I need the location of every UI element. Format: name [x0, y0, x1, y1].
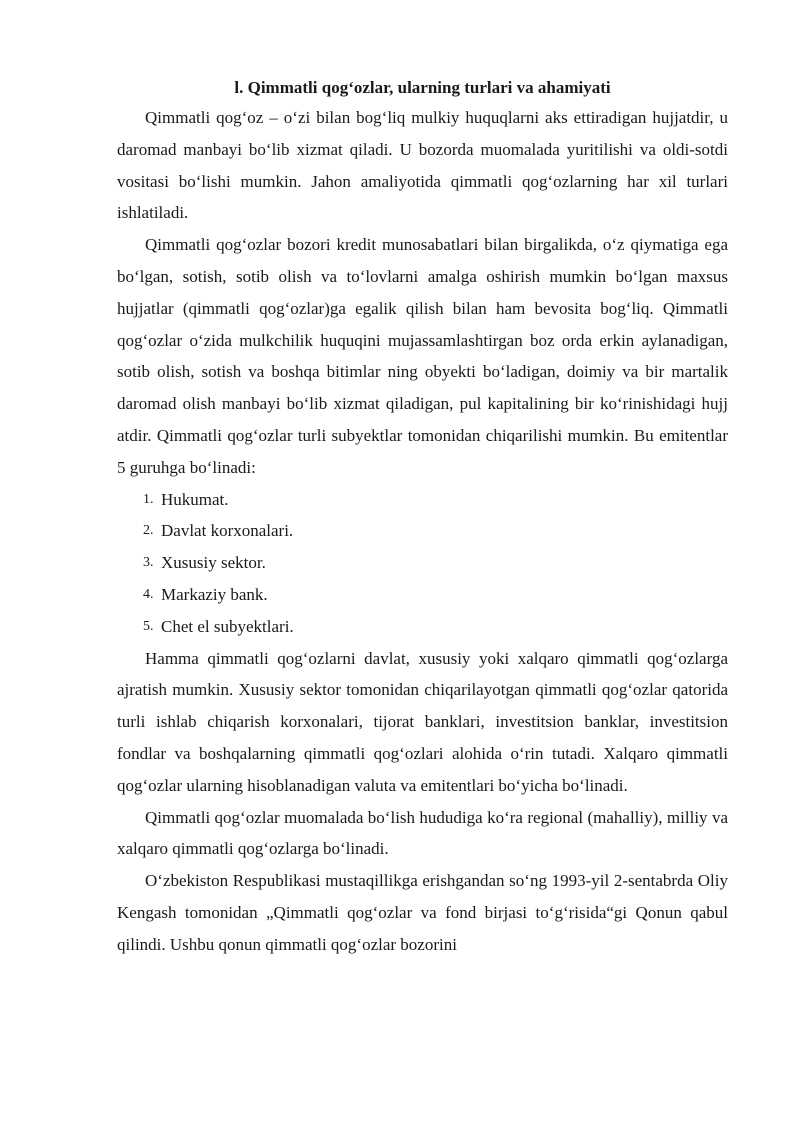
section-title: l. Qimmatli qog‘ozlar, ularning turlari va ahamiyati	[234, 78, 611, 97]
list-text: Davlat korxonalari.	[161, 521, 294, 541]
list-item	[117, 515, 728, 547]
document-page	[117, 74, 728, 961]
paragraph: O‘zbekiston Respublikasi mustaqillikga erishgandan so‘ng 1993-yil 2-sentabrda Oliy Kengash tomonidan „Qimmatli qog‘ozlar va fond birjasi to‘g‘risida“gi Qonun qabul qilindi. Ushbu qonun qimmatli qog‘ozlar bozorini	[117, 871, 728, 954]
paragraph: Qimmatli qog‘oz – o‘zi bilan bog‘liq mulkiy huquqlarni aks ettiradigan hujjatdir, u daromad manbayi bo‘lib xizmat qiladi. U bozorda muomalada yuritilishi va oldi-sotdi vositasi bo‘lishi mumkin. Jahon amaliyotida qimmatli qog‘ozlarning har xil turlari ishlatiladi.	[117, 108, 728, 223]
list-text: Hukumat.	[161, 489, 229, 509]
list-text: Chet el subyektlari.	[161, 616, 294, 636]
emitters-list	[117, 484, 728, 643]
list-number: 3.	[143, 555, 154, 571]
list-item	[117, 579, 728, 611]
paragraph: Hamma qimmatli qog‘ozlarni davlat, xususiy yoki xalqaro qimmatli qog‘ozlarga ajratish mumkin. Xususiy sektor tomonidan chiqarilayotgan qimmatli qog‘ozlar qatorida turli ishlab chiqarish korxonalari, tijorat banklari, investitsion banklar, investitsion fondlar va boshqalarning qimmatli qog‘ozlari alohida o‘rin tutadi. Xalqaro qimmatli qog‘ozlar ularning hisoblanadigan valuta va emitentlari bo‘yicha bo‘linadi.	[117, 648, 728, 795]
list-text: Markaziy bank.	[161, 584, 268, 604]
list-item	[117, 611, 728, 643]
list-number: 4.	[143, 586, 154, 602]
list-number: 1.	[143, 491, 154, 507]
list-number: 2.	[143, 523, 154, 539]
list-item	[117, 484, 728, 516]
list-text: Xususiy sektor.	[161, 553, 266, 573]
list-number: 5.	[143, 618, 154, 634]
paragraph: Qimmatli qog‘ozlar muomalada bo‘lish hududiga ko‘ra regional (mahalliy), milliy va xalqaro qimmatli qog‘ozlarga bo‘linadi.	[117, 807, 728, 859]
paragraph: Qimmatli qog‘ozlar bozori kredit munosabatlari bilan birgalikda, o‘z qiymatiga ega bo‘lgan, sotish, sotib olish va to‘lovlarni amalga oshirish mumkin bo‘lgan maxsus hujjatlar (qimmatli qog‘ozlar)ga egalik qilish bilan ham bevosita bog‘liq. Qimmatli qog‘ozlar o‘zida mulkchilik huquqini mujassamlashtirgan boz orda erkin aylanadigan, sotib olish, sotish va boshqa bitimlar ning obyekti bo‘ladigan, doimiy va bir martalik daromad olish manbayi bo‘lib xizmat qiladigan, pul kapitalining bir ko‘rinishidagi hujj atdir. Qimmatli qog‘ozlar turli subyektlar tomonidan chiqarilishi mumkin. Bu emitentlar 5 guruhga bo‘linadi:	[117, 235, 728, 477]
list-item	[117, 547, 728, 579]
